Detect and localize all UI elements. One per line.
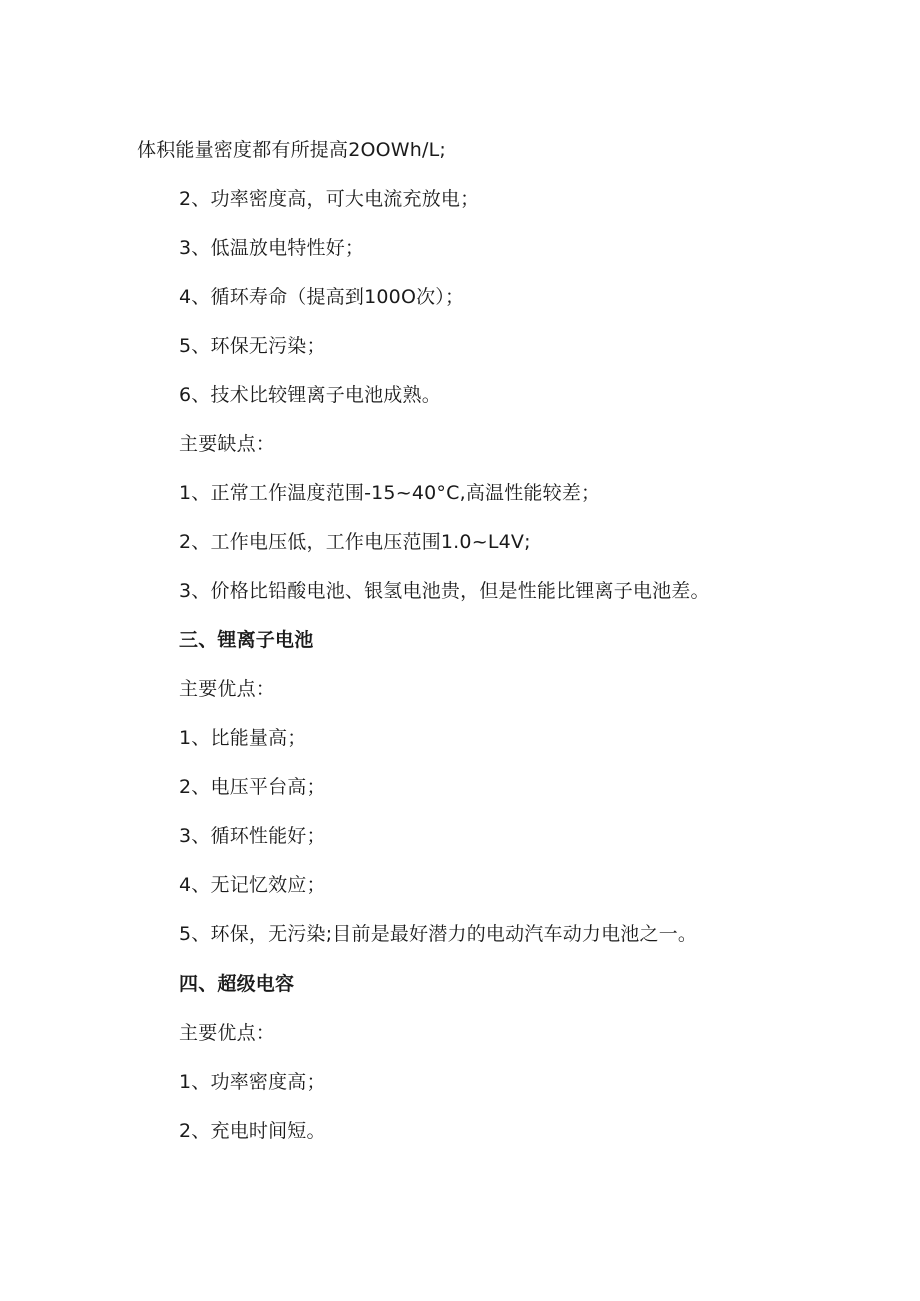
- paragraph-li-advantage-3: 3、循环性能好；: [179, 825, 326, 847]
- paragraph-advantage-4: 4、循环寿命（提高到100O次）；: [179, 286, 465, 308]
- paragraph-li-advantage-4: 4、无记忆效应；: [179, 874, 326, 896]
- paragraph-sc-advantage-1: 1、功率密度高；: [179, 1071, 326, 1093]
- paragraph-volume-energy-density: 体积能量密度都有所提高2OOWh∕L;: [137, 139, 447, 161]
- paragraph-li-advantage-1: 1、比能量高；: [179, 727, 307, 749]
- paragraph-disadvantage-1: 1、正常工作温度范围-15~40°C,高温性能较差；: [179, 482, 601, 504]
- paragraph-advantage-3: 3、低温放电特性好；: [179, 237, 365, 259]
- heading-supercapacitor: 四、超级电容: [179, 973, 295, 995]
- section-label-disadvantages: 主要缺点：: [179, 433, 276, 455]
- paragraph-li-advantage-5: 5、环保，无污染;目前是最好潜力的电动汽车动力电池之一。: [179, 923, 698, 945]
- section-label-advantages-sc: 主要优点：: [179, 1022, 276, 1044]
- heading-lithium-ion-battery: 三、锂离子电池: [179, 629, 314, 651]
- paragraph-li-advantage-2: 2、电压平台高；: [179, 776, 326, 798]
- section-label-advantages-li: 主要优点：: [179, 678, 276, 700]
- paragraph-disadvantage-2: 2、工作电压低，工作电压范围1.0~L4V;: [179, 531, 531, 553]
- paragraph-disadvantage-3: 3、价格比铅酸电池、银氢电池贵，但是性能比锂离子电池差。: [179, 580, 710, 602]
- paragraph-sc-advantage-2: 2、充电时间短。: [179, 1120, 326, 1142]
- paragraph-advantage-6: 6、技术比较锂离子电池成熟。: [179, 384, 441, 406]
- paragraph-advantage-5: 5、环保无污染；: [179, 335, 326, 357]
- paragraph-advantage-2: 2、功率密度高，可大电流充放电；: [179, 188, 480, 210]
